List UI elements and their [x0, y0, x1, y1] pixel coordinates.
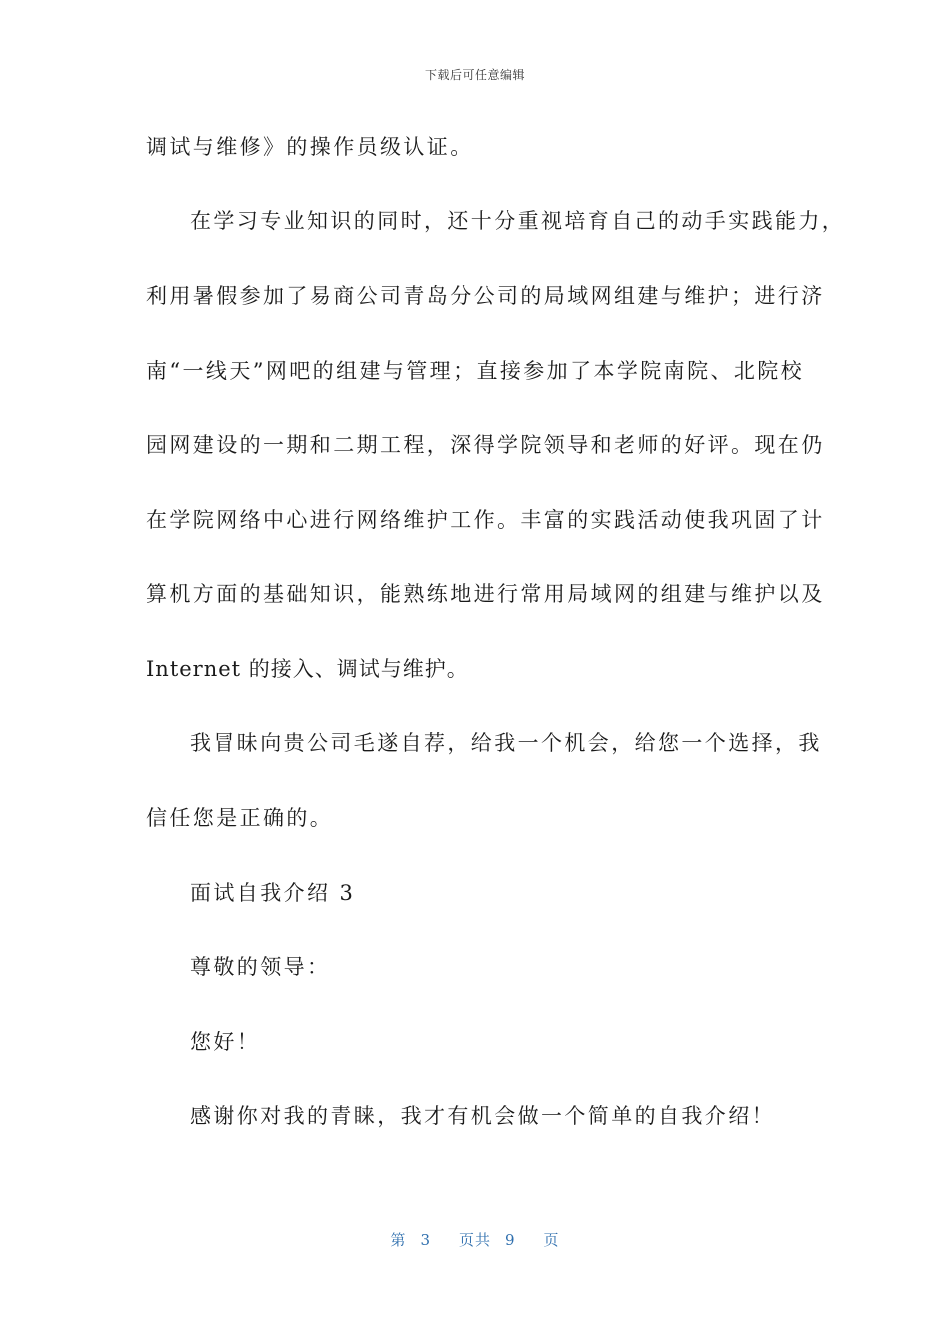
- text-line: 调试与维修》的操作员级认证。: [146, 135, 474, 159]
- page-footer: [0, 1229, 950, 1250]
- text-line: 您好！: [190, 1030, 261, 1054]
- page-prefix: 第: [390, 1231, 407, 1249]
- text-line: 园网建设的一期和二期工程，深得学院领导和老师的好评。现在仍: [146, 433, 825, 457]
- text-line: 利用暑假参加了易商公司青岛分公司的局域网组建与维护；进行济: [146, 284, 825, 308]
- text-line: 南“一线天”网吧的组建与管理；直接参加了本学院南院、北院校: [146, 359, 805, 383]
- section-heading: 面试自我介绍 3: [190, 881, 356, 905]
- text-line: Internet 的接入、调试与维护。: [146, 657, 469, 681]
- page-number: 3: [420, 1231, 431, 1249]
- text-line: 在学院网络中心进行网络维护工作。丰富的实践活动使我巩固了计: [146, 508, 825, 532]
- text-line: 在学习专业知识的同时，还十分重视培育自己的动手实践能力，: [190, 209, 846, 233]
- text-line: 尊敬的领导：: [190, 955, 331, 979]
- header-note: 下载后可任意编辑: [424, 68, 525, 82]
- text-line: 信任您是正确的。: [146, 806, 334, 830]
- page-suffix: 页: [543, 1231, 560, 1249]
- text-line: 算机方面的基础知识，能熟练地进行常用局域网的组建与维护以及: [146, 582, 825, 606]
- page-middle: 页共: [458, 1231, 491, 1249]
- text-line: 我冒昧向贵公司毛遂自荐，给我一个机会，给您一个选择，我: [190, 731, 822, 755]
- page-total: 9: [505, 1231, 516, 1249]
- text-line: 感谢你对我的青睐，我才有机会做一个简单的自我介绍！: [190, 1104, 775, 1128]
